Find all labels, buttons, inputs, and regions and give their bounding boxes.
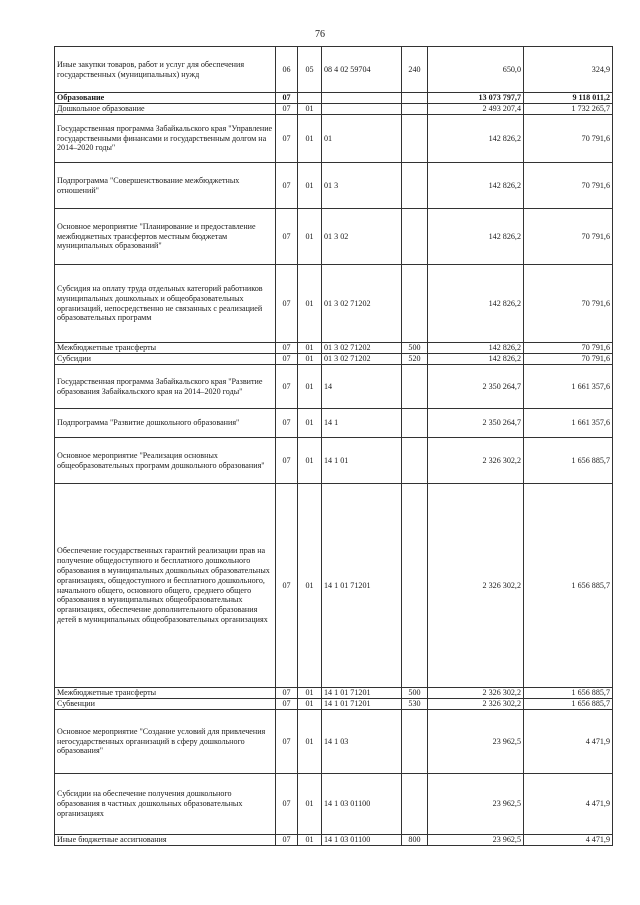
expense-type-code bbox=[402, 265, 428, 343]
amount-plan: 142 826,2 bbox=[428, 163, 524, 209]
table-row bbox=[55, 699, 613, 710]
target-article-code: 14 1 03 01100 bbox=[322, 774, 402, 835]
target-article-code bbox=[322, 104, 402, 115]
expense-type-code bbox=[402, 438, 428, 484]
amount-actual: 1 656 885,7 bbox=[524, 688, 613, 699]
section-code: 07 bbox=[276, 343, 298, 354]
section-code: 07 bbox=[276, 163, 298, 209]
table-row bbox=[55, 688, 613, 699]
row-name: Основное мероприятие "Планирование и предоставление межбюджетных трансфертов местным бюджетам муниципальных образований" bbox=[55, 209, 276, 265]
target-article-code: 14 1 01 bbox=[322, 438, 402, 484]
amount-plan: 2 350 264,7 bbox=[428, 409, 524, 438]
row-name: Государственная программа Забайкальского края "Управление государственными финансами и государственным долгом на 2014–2020 годы" bbox=[55, 115, 276, 163]
row-name: Основное мероприятие "Реализация основных общеобразовательных программ дошкольного образования" bbox=[55, 438, 276, 484]
expense-type-code: 530 bbox=[402, 699, 428, 710]
table-row bbox=[55, 163, 613, 209]
expense-type-code: 800 bbox=[402, 835, 428, 846]
subsection-code: 01 bbox=[298, 354, 322, 365]
amount-actual: 9 118 011,2 bbox=[524, 93, 613, 104]
amount-plan: 2 493 207,4 bbox=[428, 104, 524, 115]
table-row bbox=[55, 835, 613, 846]
section-code: 07 bbox=[276, 104, 298, 115]
amount-actual: 324,9 bbox=[524, 47, 613, 93]
expense-type-code bbox=[402, 104, 428, 115]
row-name: Подпрограмма "Совершенствование межбюджетных отношений" bbox=[55, 163, 276, 209]
table-row bbox=[55, 343, 613, 354]
subsection-code: 01 bbox=[298, 774, 322, 835]
expense-type-code bbox=[402, 484, 428, 688]
amount-actual: 70 791,6 bbox=[524, 115, 613, 163]
row-name: Образование bbox=[55, 93, 276, 104]
expense-type-code bbox=[402, 409, 428, 438]
amount-actual: 70 791,6 bbox=[524, 163, 613, 209]
table-row bbox=[55, 409, 613, 438]
subsection-code: 01 bbox=[298, 484, 322, 688]
section-code: 07 bbox=[276, 699, 298, 710]
section-code: 07 bbox=[276, 688, 298, 699]
amount-plan: 142 826,2 bbox=[428, 265, 524, 343]
target-article-code: 01 3 02 71202 bbox=[322, 343, 402, 354]
amount-plan: 23 962,5 bbox=[428, 774, 524, 835]
row-name: Подпрограмма "Развитие дошкольного образования" bbox=[55, 409, 276, 438]
target-article-code: 08 4 02 59704 bbox=[322, 47, 402, 93]
subsection-code: 01 bbox=[298, 365, 322, 409]
amount-actual: 1 656 885,7 bbox=[524, 438, 613, 484]
amount-actual: 70 791,6 bbox=[524, 209, 613, 265]
amount-plan: 142 826,2 bbox=[428, 354, 524, 365]
target-article-code: 14 1 03 bbox=[322, 710, 402, 774]
target-article-code: 14 1 01 71201 bbox=[322, 484, 402, 688]
amount-plan: 650,0 bbox=[428, 47, 524, 93]
row-name: Государственная программа Забайкальского края "Развитие образования Забайкальского края на 2014–2020 годы" bbox=[55, 365, 276, 409]
table-row bbox=[55, 710, 613, 774]
table-row bbox=[55, 438, 613, 484]
subsection-code: 01 bbox=[298, 409, 322, 438]
amount-actual: 1 661 357,6 bbox=[524, 409, 613, 438]
target-article-code: 14 1 03 01100 bbox=[322, 835, 402, 846]
amount-actual: 1 656 885,7 bbox=[524, 699, 613, 710]
table-row bbox=[55, 484, 613, 688]
subsection-code: 01 bbox=[298, 209, 322, 265]
amount-actual: 1 661 357,6 bbox=[524, 365, 613, 409]
expense-type-code: 240 bbox=[402, 47, 428, 93]
amount-plan: 13 073 797,7 bbox=[428, 93, 524, 104]
target-article-code: 01 3 02 71202 bbox=[322, 354, 402, 365]
table-row bbox=[55, 354, 613, 365]
row-name: Обеспечение государственных гарантий реализации прав на получение общедоступного и бесплатного дошкольного образования в муниципальных дошкольных образовательных организациях, общедоступного и бесплатного дошкольного, начального общего, основного общего, среднего общего образования в муниципальных общеобразовательных организациях, обеспечение дополнительного образования детей в муниципальных общеобразовательных организациях bbox=[55, 484, 276, 688]
amount-actual: 1 656 885,7 bbox=[524, 484, 613, 688]
subsection-code: 01 bbox=[298, 104, 322, 115]
amount-plan: 23 962,5 bbox=[428, 835, 524, 846]
page-number: 76 bbox=[315, 29, 325, 40]
section-code: 07 bbox=[276, 409, 298, 438]
target-article-code: 14 1 bbox=[322, 409, 402, 438]
table-row bbox=[55, 774, 613, 835]
table-row bbox=[55, 209, 613, 265]
expense-type-code bbox=[402, 163, 428, 209]
amount-actual: 70 791,6 bbox=[524, 343, 613, 354]
row-name: Субсидия на оплату труда отдельных категорий работников муниципальных дошкольных и общеобразовательных организаций, непосредственно не связанных с реализацией образовательных программ bbox=[55, 265, 276, 343]
row-name: Субвенции bbox=[55, 699, 276, 710]
target-article-code: 14 1 01 71201 bbox=[322, 688, 402, 699]
target-article-code: 01 3 02 71202 bbox=[322, 265, 402, 343]
subsection-code: 01 bbox=[298, 115, 322, 163]
table-row bbox=[55, 104, 613, 115]
section-code: 06 bbox=[276, 47, 298, 93]
row-name: Межбюджетные трансферты bbox=[55, 688, 276, 699]
amount-plan: 2 326 302,2 bbox=[428, 484, 524, 688]
section-code: 07 bbox=[276, 365, 298, 409]
subsection-code: 01 bbox=[298, 265, 322, 343]
amount-plan: 142 826,2 bbox=[428, 343, 524, 354]
amount-actual: 70 791,6 bbox=[524, 354, 613, 365]
section-code: 07 bbox=[276, 209, 298, 265]
row-name: Иные закупки товаров, работ и услуг для обеспечения государственных (муниципальных) нужд bbox=[55, 47, 276, 93]
subsection-code: 01 bbox=[298, 699, 322, 710]
target-article-code: 14 1 01 71201 bbox=[322, 699, 402, 710]
section-code: 07 bbox=[276, 93, 298, 104]
table-row bbox=[55, 365, 613, 409]
subsection-code bbox=[298, 93, 322, 104]
table-row bbox=[55, 47, 613, 93]
section-code: 07 bbox=[276, 438, 298, 484]
row-name: Субсидии bbox=[55, 354, 276, 365]
subsection-code: 05 bbox=[298, 47, 322, 93]
amount-actual: 4 471,9 bbox=[524, 835, 613, 846]
row-name: Иные бюджетные ассигнования bbox=[55, 835, 276, 846]
subsection-code: 01 bbox=[298, 438, 322, 484]
amount-plan: 142 826,2 bbox=[428, 209, 524, 265]
amount-actual: 70 791,6 bbox=[524, 265, 613, 343]
table-row bbox=[55, 115, 613, 163]
expense-type-code bbox=[402, 209, 428, 265]
expense-type-code bbox=[402, 115, 428, 163]
row-name: Субсидии на обеспечение получения дошкольного образования в частных дошкольных образовательных организациях bbox=[55, 774, 276, 835]
section-code: 07 bbox=[276, 774, 298, 835]
amount-plan: 2 326 302,2 bbox=[428, 438, 524, 484]
row-name: Дошкольное образование bbox=[55, 104, 276, 115]
amount-plan: 2 326 302,2 bbox=[428, 688, 524, 699]
expense-type-code bbox=[402, 365, 428, 409]
subsection-code: 01 bbox=[298, 710, 322, 774]
amount-plan: 23 962,5 bbox=[428, 710, 524, 774]
table-row bbox=[55, 265, 613, 343]
amount-plan: 2 350 264,7 bbox=[428, 365, 524, 409]
section-code: 07 bbox=[276, 265, 298, 343]
amount-plan: 2 326 302,2 bbox=[428, 699, 524, 710]
expense-type-code: 520 bbox=[402, 354, 428, 365]
row-name: Основное мероприятие "Создание условий для привлечения негосударственных организаций в сферу дошкольного образования" bbox=[55, 710, 276, 774]
section-code: 07 bbox=[276, 484, 298, 688]
target-article-code: 14 bbox=[322, 365, 402, 409]
amount-actual: 4 471,9 bbox=[524, 774, 613, 835]
budget-table bbox=[54, 46, 613, 846]
subsection-code: 01 bbox=[298, 835, 322, 846]
target-article-code bbox=[322, 93, 402, 104]
expense-type-code: 500 bbox=[402, 343, 428, 354]
expense-type-code bbox=[402, 774, 428, 835]
row-name: Межбюджетные трансферты bbox=[55, 343, 276, 354]
section-code: 07 bbox=[276, 710, 298, 774]
amount-actual: 4 471,9 bbox=[524, 710, 613, 774]
amount-actual: 1 732 265,7 bbox=[524, 104, 613, 115]
target-article-code: 01 3 02 bbox=[322, 209, 402, 265]
expense-type-code: 500 bbox=[402, 688, 428, 699]
target-article-code: 01 bbox=[322, 115, 402, 163]
section-code: 07 bbox=[276, 354, 298, 365]
amount-plan: 142 826,2 bbox=[428, 115, 524, 163]
expense-type-code bbox=[402, 93, 428, 104]
section-code: 07 bbox=[276, 835, 298, 846]
subsection-code: 01 bbox=[298, 688, 322, 699]
section-code: 07 bbox=[276, 115, 298, 163]
subsection-code: 01 bbox=[298, 163, 322, 209]
subsection-code: 01 bbox=[298, 343, 322, 354]
expense-type-code bbox=[402, 710, 428, 774]
table-row bbox=[55, 93, 613, 104]
target-article-code: 01 3 bbox=[322, 163, 402, 209]
